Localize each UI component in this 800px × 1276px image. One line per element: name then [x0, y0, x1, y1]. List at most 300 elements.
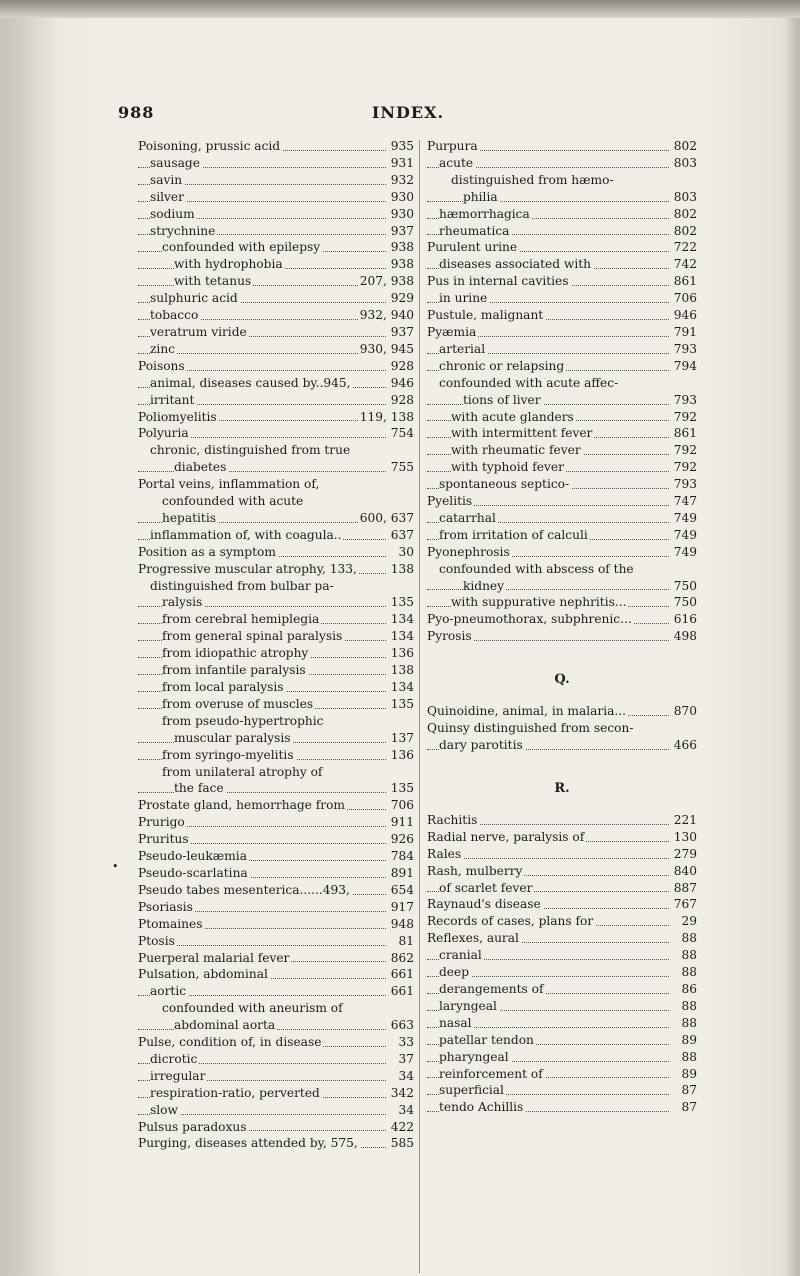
index-entry-text: superficial	[439, 1083, 504, 1098]
margin-bullet: •	[112, 860, 119, 873]
index-entry-text: animal, diseases caused by..945,	[150, 375, 351, 390]
index-entry	[138, 814, 414, 831]
index-entry	[138, 172, 414, 189]
index-entry-page: 948	[390, 916, 414, 931]
index-entry-text: from idiopathic atrophy	[162, 646, 309, 661]
index-entry-text: pharyngeal	[439, 1049, 509, 1064]
index-entry-text: chronic or relapsing	[439, 358, 565, 373]
index-entry	[138, 307, 414, 324]
index-entry	[138, 561, 414, 578]
index-entry-page: 793	[673, 392, 697, 407]
index-entry-page: 722	[673, 240, 697, 255]
index-entry-text: respiration-ratio, perverted	[150, 1085, 320, 1100]
index-entry	[138, 611, 414, 628]
index-entry-text: Progressive muscular atrophy, 133,	[138, 561, 357, 576]
index-entry-text: tions of liver	[463, 392, 541, 407]
index-entry-text: of scarlet fever	[439, 880, 533, 895]
index-entry-text: ralysis	[162, 595, 203, 610]
index-entry-page: 803	[673, 155, 697, 170]
index-entry-text: rheumatica	[439, 223, 510, 238]
index-entry-page: 207, 938	[359, 274, 414, 289]
index-entry-text: Portal veins, inflammation of,	[138, 477, 320, 492]
index-entry-page: 89	[681, 1032, 697, 1047]
index-entry-page: 861	[673, 274, 697, 289]
index-entry	[138, 493, 414, 510]
index-entry-page: 498	[673, 629, 697, 644]
index-entry	[427, 737, 697, 754]
index-entry	[138, 138, 414, 155]
index-entry	[138, 1119, 414, 1136]
index-entry-text: Position as a symptom	[138, 544, 276, 559]
index-entry	[427, 442, 697, 459]
index-entry	[427, 290, 697, 307]
index-entry-text: spontaneous septico-	[439, 477, 570, 492]
index-entry-page: 794	[673, 358, 697, 373]
index-entry-text: Rachitis	[427, 812, 478, 827]
index-entry-text: aortic	[150, 984, 187, 999]
index-entry-page: 88	[681, 931, 697, 946]
index-entry-page: 119, 138	[359, 409, 414, 424]
index-entry-text: distinguished from bulbar pa-	[150, 578, 334, 593]
index-entry-text: from pseudo-hypertrophic	[162, 713, 324, 728]
index-entry-page: 887	[673, 880, 697, 895]
index-entry-page: 754	[390, 426, 414, 441]
index-entry-text: Rales	[427, 846, 462, 861]
index-entry-text: from unilateral atrophy of	[162, 764, 323, 779]
index-entry-text: sausage	[150, 155, 200, 170]
index-entry-page: 792	[673, 409, 697, 424]
index-entry-page: 870	[673, 704, 697, 719]
index-entry-text: from cerebral hemiplegia	[162, 612, 320, 627]
index-entry-page: 134	[390, 612, 414, 627]
index-entry-page: 932, 940	[359, 308, 414, 323]
index-entry-page: 138	[390, 663, 414, 678]
index-entry-text: derangements of	[439, 981, 544, 996]
section-letter-q: Q.	[554, 672, 570, 688]
index-entry-text: tendo Achillis	[439, 1100, 524, 1115]
index-entry-text: from syringo-myelitis	[162, 747, 294, 762]
index-entry-text: reinforcement of	[439, 1066, 543, 1081]
index-entry-text: with hydrophobia	[174, 257, 283, 272]
index-entry	[138, 409, 414, 426]
index-entry-text: with acute glanders	[451, 409, 574, 424]
index-entry	[138, 933, 414, 950]
index-entry-text: Purulent urine	[427, 240, 518, 255]
index-entry	[427, 1032, 697, 1049]
page-shadow-left	[0, 0, 60, 1276]
index-entry-text: diabetes	[174, 460, 227, 475]
index-entry	[138, 273, 414, 290]
index-entry-page: 749	[673, 510, 697, 525]
index-entry	[138, 155, 414, 172]
index-entry	[427, 409, 697, 426]
index-entry-page: 279	[673, 846, 697, 861]
index-entry-text: confounded with acute affec-	[439, 375, 619, 390]
index-entry	[138, 476, 414, 493]
index-entry	[427, 189, 697, 206]
index-entry-page: 930, 945	[359, 341, 414, 356]
index-entry	[427, 256, 697, 273]
index-entry-page: 749	[673, 544, 697, 559]
index-entry-page: 342	[390, 1085, 414, 1100]
index-entry	[138, 730, 414, 747]
index-entry-page: 793	[673, 477, 697, 492]
index-entry-page: 466	[673, 738, 697, 752]
index-entry	[138, 510, 414, 527]
index-entry-page: 928	[390, 392, 414, 407]
index-entry	[427, 527, 697, 544]
index-entry	[427, 561, 697, 578]
index-entry-text: savin	[150, 172, 183, 187]
index-entry	[427, 375, 697, 392]
index-entry-text: from infantile paralysis	[162, 663, 306, 678]
index-entry	[427, 493, 697, 510]
index-entry	[138, 1000, 414, 1017]
index-entry-page: 891	[390, 865, 414, 880]
index-entry-page: 928	[390, 358, 414, 373]
index-entry	[427, 930, 697, 947]
index-entry-text: Purpura	[427, 139, 478, 153]
index-entry	[138, 239, 414, 256]
index-entry-page: 803	[673, 189, 697, 204]
index-entry	[427, 1082, 697, 1099]
index-entry-text: muscular paralysis	[174, 730, 291, 745]
index-entry-page: 930	[390, 206, 414, 221]
index-entry-text: hæmorrhagica	[439, 206, 530, 221]
index-entry-page: 29	[681, 914, 697, 929]
index-entry-text: Poisoning, prussic acid	[138, 139, 281, 153]
index-entries-p	[427, 138, 697, 645]
index-entry	[427, 459, 697, 476]
index-entry-page: 600, 637	[359, 510, 414, 525]
index-entry	[138, 392, 414, 409]
index-entry	[427, 239, 697, 256]
index-entry-text: silver	[150, 189, 184, 204]
index-entry	[138, 442, 414, 459]
index-entry-text: zinc	[150, 341, 175, 356]
index-entry-text: Ptosis	[138, 933, 175, 948]
index-entry	[427, 358, 697, 375]
index-entry-text: Pulse, condition of, in disease	[138, 1035, 322, 1050]
index-entry	[138, 1135, 414, 1152]
index-entry-page: 585	[390, 1136, 414, 1151]
index-entry-text: abdominal aorta	[174, 1018, 276, 1033]
index-entry-page: 926	[390, 832, 414, 847]
index-entry-text: kidney	[463, 578, 505, 593]
index-entry	[427, 829, 697, 846]
index-entry	[427, 880, 697, 897]
index-entry-text: Poliomyelitis	[138, 409, 217, 424]
index-entry-text: Purging, diseases attended by, 575,	[138, 1136, 358, 1151]
index-entry-text: Pyrosis	[427, 629, 472, 644]
index-entry	[138, 1051, 414, 1068]
index-entry-text: confounded with aneurism of	[162, 1001, 343, 1016]
index-entry-text: in urine	[439, 291, 488, 306]
index-entry-page: 802	[673, 206, 697, 221]
index-entry-page: 937	[390, 223, 414, 238]
index-entry	[427, 1049, 697, 1066]
index-entry	[427, 578, 697, 595]
index-entry	[427, 703, 697, 720]
index-entry-page: 134	[390, 680, 414, 694]
index-entry-page: 138	[390, 561, 414, 576]
index-entry	[138, 882, 414, 899]
index-entry-page: 930	[390, 189, 414, 204]
index-entry-page: 135	[390, 781, 414, 796]
index-entry-page: 88	[681, 998, 697, 1013]
index-entry-page: 862	[390, 950, 414, 965]
index-entry-page: 929	[390, 291, 414, 306]
index-entry	[427, 138, 697, 155]
index-entry-page: 88	[681, 1049, 697, 1064]
index-entry	[138, 358, 414, 375]
index-entry-text: inflammation of, with coagula..	[150, 527, 342, 542]
index-entry-page: 917	[390, 899, 414, 914]
index-entry-text: confounded with abscess of the	[439, 561, 634, 576]
index-entry-page: 938	[390, 240, 414, 255]
index-entry-text: with tetanus	[174, 274, 252, 289]
index-entry	[427, 913, 697, 930]
index-entry-page: 130	[673, 829, 697, 844]
index-entry	[427, 964, 697, 981]
index-entry-text: distinguished from hæmo-	[451, 172, 614, 187]
index-entry-text: nasal	[439, 1015, 472, 1030]
index-entry-page: 654	[390, 882, 414, 897]
index-entry-page: 422	[390, 1119, 414, 1134]
index-entry-page: 792	[673, 460, 697, 475]
index-entry-text: tobacco	[150, 308, 199, 323]
index-entry	[138, 764, 414, 781]
index-entry-page: 946	[390, 375, 414, 390]
index-entry-text: Pyo-pneumothorax, subphrenic...	[427, 612, 632, 627]
index-entry-text: Pseudo-scarlatina	[138, 865, 248, 880]
index-entry-text: acute	[439, 155, 474, 170]
index-entry-page: 767	[673, 897, 697, 912]
index-entry	[138, 425, 414, 442]
index-entry-text: irritant	[150, 392, 195, 407]
index-entry	[427, 206, 697, 223]
page-number: 988	[118, 103, 155, 122]
index-entry-page: 34	[398, 1068, 414, 1083]
index-entry-text: catarrhal	[439, 510, 496, 525]
index-entry	[138, 696, 414, 713]
index-entry	[427, 392, 697, 409]
index-entries-q	[427, 703, 697, 754]
index-entry	[138, 966, 414, 983]
index-entries-r	[427, 812, 697, 1116]
index-entry-text: Prostate gland, hemorrhage from	[138, 798, 345, 813]
index-entry-page: 136	[390, 747, 414, 762]
index-entry-page: 749	[673, 527, 697, 542]
index-entry-text: Pulsus paradoxus	[138, 1119, 247, 1134]
index-entry-page: 33	[398, 1035, 414, 1050]
index-entry-text: from overuse of muscles	[162, 696, 314, 711]
index-entry	[427, 510, 697, 527]
index-entry-text: Pyæmia	[427, 324, 477, 339]
index-entry	[138, 1017, 414, 1034]
index-entry-page: 802	[673, 223, 697, 238]
index-entry	[427, 273, 697, 290]
index-entry	[427, 812, 697, 829]
index-entry-text: with rheumatic fever	[451, 443, 581, 458]
index-entry-text: arterial	[439, 341, 486, 356]
index-entry-text: Pyonephrosis	[427, 544, 510, 559]
index-entry	[138, 916, 414, 933]
index-entry-text: with suppurative nephritis...	[451, 595, 627, 610]
index-entry-page: 931	[390, 155, 414, 170]
index-entry-page: 937	[390, 324, 414, 339]
index-entry	[138, 865, 414, 882]
index-entry-text: confounded with epilepsy	[162, 240, 321, 255]
index-entry	[138, 290, 414, 307]
page-shadow-right	[786, 0, 800, 1276]
index-entry-text: dary parotitis	[439, 738, 523, 752]
index-entry-text: deep	[439, 965, 470, 980]
index-entry-text: dicrotic	[150, 1051, 198, 1066]
index-entry-page: 88	[681, 948, 697, 963]
index-entry	[427, 476, 697, 493]
index-entry-page: 750	[673, 595, 697, 610]
index-entry-page: 661	[390, 984, 414, 999]
index-entry-text: Pyelitis	[427, 494, 473, 509]
index-entry	[427, 947, 697, 964]
index-entry	[427, 720, 697, 737]
index-entry	[427, 155, 697, 172]
index-entry	[427, 846, 697, 863]
index-entry	[427, 223, 697, 240]
index-entry-text: Pseudo-leukæmia	[138, 849, 247, 864]
index-entry-text: Polyuria	[138, 426, 189, 441]
index-entry	[427, 594, 697, 611]
index-entry-text: from irritation of calculi	[439, 527, 588, 542]
index-entry-text: Pulsation, abdominal	[138, 967, 268, 982]
index-entry-text: Puerperal malarial fever	[138, 950, 290, 965]
index-entry-text: Pustule, malignant	[427, 308, 544, 323]
index-entry	[427, 1015, 697, 1032]
index-entry-text: Quinsy distinguished from secon-	[427, 721, 634, 736]
index-entry-page: 134	[390, 629, 414, 644]
index-entry	[138, 189, 414, 206]
index-entry-text: Pus in internal cavities	[427, 274, 569, 289]
index-entry	[138, 831, 414, 848]
index-entry	[427, 611, 697, 628]
index-entry-text: the face	[174, 781, 224, 796]
index-entry-page: 792	[673, 443, 697, 458]
index-entry-page: 938	[390, 257, 414, 272]
index-entry-page: 616	[673, 612, 697, 627]
index-entry-page: 37	[398, 1051, 414, 1066]
index-entry	[138, 950, 414, 967]
index-entry-text: with typhoid fever	[451, 460, 564, 475]
index-entry-page: 637	[390, 527, 414, 542]
index-entry	[138, 679, 414, 696]
index-entry-page: 81	[398, 933, 414, 948]
index-entry-page: 791	[673, 324, 697, 339]
index-entry-page: 136	[390, 646, 414, 661]
index-entry-page: 932	[390, 172, 414, 187]
index-entry-page: 706	[390, 798, 414, 813]
index-entry-text: Ptomaines	[138, 916, 203, 931]
index-entry-page: 661	[390, 967, 414, 982]
index-entry-page: 742	[673, 257, 697, 272]
index-entry-page: 88	[681, 1015, 697, 1030]
index-entry	[138, 713, 414, 730]
scan-top-edge	[0, 0, 800, 18]
index-entry-page: 935	[390, 139, 414, 153]
index-entry-text: laryngeal	[439, 998, 497, 1013]
index-entry	[427, 307, 697, 324]
index-entry	[427, 863, 697, 880]
index-entry-page: 784	[390, 849, 414, 864]
index-entry	[138, 1068, 414, 1085]
index-entry	[427, 896, 697, 913]
index-entry	[138, 223, 414, 240]
index-entry-text: confounded with acute	[162, 494, 304, 509]
index-entry-text: Rash, mulberry	[427, 863, 523, 878]
index-entry-text: irregular	[150, 1068, 206, 1083]
index-entry-text: sulphuric acid	[150, 291, 238, 306]
index-entry	[138, 662, 414, 679]
index-entry	[427, 425, 697, 442]
index-entry-text: Pseudo tabes mesenterica......493,	[138, 882, 350, 897]
index-entry-page: 135	[390, 696, 414, 711]
index-entry-text: Poisons	[138, 358, 185, 373]
index-entry	[138, 848, 414, 865]
index-entry	[138, 645, 414, 662]
index-entry-page: 802	[673, 139, 697, 153]
index-entry	[138, 375, 414, 392]
index-entry-page: 34	[398, 1102, 414, 1117]
index-entry	[427, 998, 697, 1015]
index-entry-page: 87	[681, 1083, 697, 1098]
index-entry-text: veratrum viride	[150, 324, 247, 339]
index-entry-text: Psoriasis	[138, 899, 193, 914]
index-entry-page: 663	[390, 1018, 414, 1033]
section-letter-r: R.	[554, 780, 570, 796]
index-entry	[138, 899, 414, 916]
index-entry-page: 86	[681, 981, 697, 996]
index-entry-page: 747	[673, 494, 697, 509]
index-entry-text: chronic, distinguished from true	[150, 443, 351, 458]
index-entry-text: cranial	[439, 948, 482, 963]
index-entry-text: diseases associated with	[439, 257, 591, 272]
index-entry-page: 137	[390, 730, 414, 745]
index-entry-page: 135	[390, 595, 414, 610]
index-entry	[138, 594, 414, 611]
index-entry	[427, 341, 697, 358]
index-column-right	[427, 138, 697, 1116]
index-entry	[138, 578, 414, 595]
index-entry-text: slow	[150, 1102, 178, 1117]
index-entry-page: 946	[673, 308, 697, 323]
index-entry-text: strychnine	[150, 223, 216, 238]
index-entry	[138, 1085, 414, 1102]
index-entry-page: 793	[673, 341, 697, 356]
index-entry-text: from general spinal paralysis	[162, 629, 343, 644]
index-entry-text: Records of cases, plans for	[427, 914, 594, 929]
index-entry	[138, 256, 414, 273]
page-header	[118, 103, 698, 127]
index-entry	[138, 544, 414, 561]
index-entry	[427, 324, 697, 341]
index-entry	[138, 324, 414, 341]
index-entry	[427, 172, 697, 189]
dot-leader	[427, 858, 669, 859]
index-entry-text: hepatitis	[162, 510, 216, 525]
index-entry	[138, 983, 414, 1000]
index-entry-text: patellar tendon	[439, 1032, 534, 1047]
index-entry-page: 861	[673, 426, 697, 441]
